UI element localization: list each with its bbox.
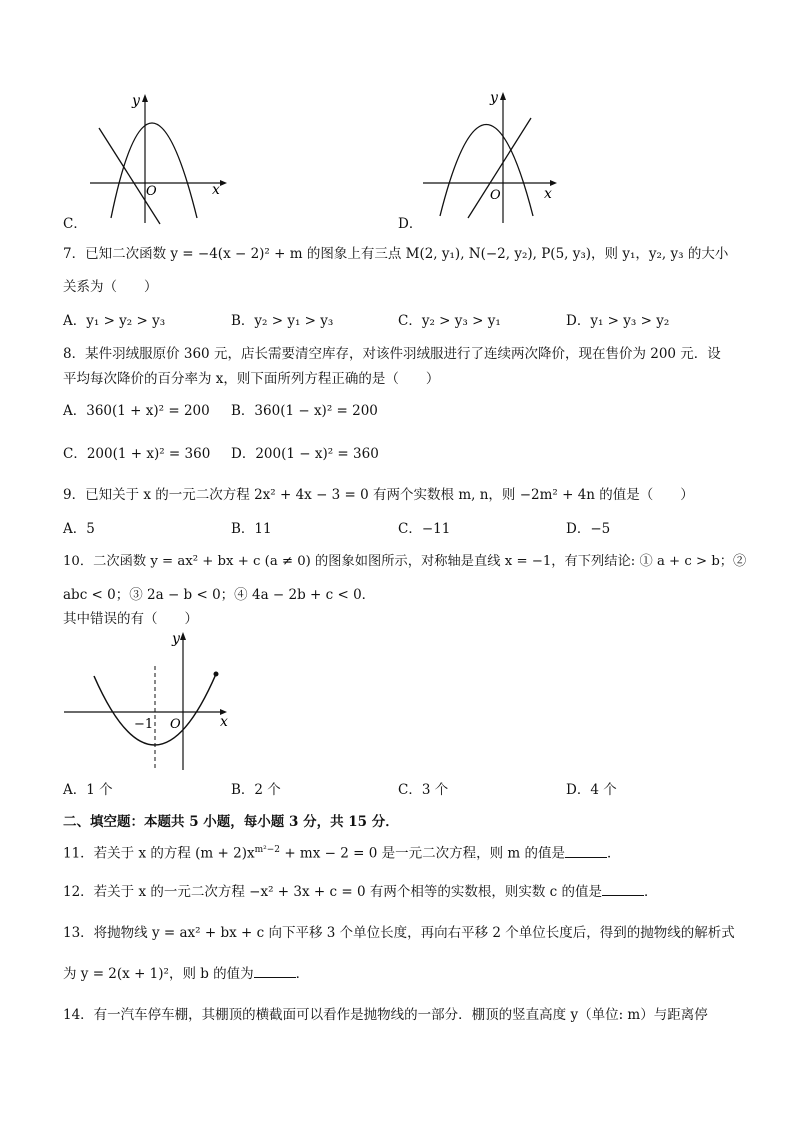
q11-stem xyxy=(63,841,620,863)
y-axis-arrow xyxy=(180,632,186,640)
q11-end: ． xyxy=(606,845,621,862)
point xyxy=(214,672,219,677)
q10-stem-line2: abc < 0；③ 2a − b < 0；④ 4a − 2b + c < 0． xyxy=(63,587,376,603)
q7-stem-line2: 关系为（ ） xyxy=(63,279,158,295)
q8-option-c: C．200(1 + x)² = 360 xyxy=(63,446,211,462)
q8-option-a: A．360(1 + x)² = 200 xyxy=(63,403,210,419)
q8-option-b: B．360(1 − x)² = 200 xyxy=(231,403,378,419)
q9-stem: 9．已知关于 x 的一元二次方程 2x² + 4x − 3 = 0 有两个实数根 m, n，则 −2m² + 4n 的值是（ ） xyxy=(63,487,694,503)
option-d-label: D． xyxy=(398,216,423,232)
q12-answer-blank[interactable] xyxy=(602,883,644,896)
q14-stem-line1: 14．有一汽车停车棚，其棚顶的横截面可以看作是抛物线的一部分．棚顶的竖直高度 y（单位: m）与距离停 xyxy=(63,1007,708,1023)
x-axis-arrow xyxy=(220,180,227,186)
x-label: x xyxy=(220,714,228,730)
q11-exponent: m²−2 xyxy=(254,845,281,855)
graph-d xyxy=(418,88,568,228)
q13-stem-line2 xyxy=(63,965,309,983)
q7-option-b: B．y₂ > y₁ > y₃ xyxy=(231,313,334,329)
y-label: y xyxy=(490,90,498,106)
section-heading: 二、填空题：本题共 5 小题，每小题 3 分，共 15 分． xyxy=(63,814,399,830)
q9-option-d: D．−5 xyxy=(566,521,611,537)
q12-end: ． xyxy=(643,884,658,900)
q7-option-a: A．y₁ > y₂ > y₃ xyxy=(63,313,166,329)
q9-option-c: C．−11 xyxy=(398,521,451,537)
q10-graph xyxy=(60,630,240,775)
q8-stem-line1: 8．某件羽绒服原价 360 元，店长需要清空库存，对该件羽绒服进行了连续两次降价，现在售价为 200 元．设 xyxy=(63,346,721,362)
y-axis-arrow xyxy=(142,94,148,102)
q12-stem xyxy=(63,883,657,901)
q10-stem-line1: 10．二次函数 y = ax² + bx + c (a ≠ 0) 的图象如图所示，对称轴是直线 x = −1，有下列结论: ① a + c > b；② xyxy=(63,554,747,569)
q10-option-b: B．2 个 xyxy=(231,782,281,798)
origin-label: O xyxy=(170,717,181,732)
q11-post: + mx − 2 = 0 是一元二次方程，则 m 的值是 xyxy=(280,845,565,862)
x-label: x xyxy=(212,182,220,198)
graph-c xyxy=(85,88,235,228)
q11-answer-blank[interactable] xyxy=(565,845,607,858)
q13-end: ． xyxy=(295,966,310,982)
q10-option-c: C．3 个 xyxy=(398,782,449,798)
option-c-label: C． xyxy=(63,216,87,232)
q9-option-a: A．5 xyxy=(63,521,95,537)
q10-stem-line3: 其中错误的有（ ） xyxy=(63,611,198,627)
y-axis-arrow xyxy=(500,92,506,100)
q12-pre: 12．若关于 x 的一元二次方程 −x² + 3x + c = 0 有两个相等的实数根，则实数 c 的值是 xyxy=(63,884,602,900)
y-label: y xyxy=(172,631,180,647)
parabola xyxy=(111,123,197,218)
q9-option-b: B．11 xyxy=(231,521,272,537)
q11-pre: 11．若关于 x 的方程 (m + 2)x xyxy=(63,845,255,862)
origin-label: O xyxy=(490,188,501,203)
q8-stem-line2: 平均每次降价的百分率为 x，则下面所列方程正确的是（ ） xyxy=(63,371,440,387)
line xyxy=(99,128,160,224)
line xyxy=(468,118,531,218)
q13-pre: 为 y = 2(x + 1)²，则 b 的值为 xyxy=(63,966,254,982)
q13-answer-blank[interactable] xyxy=(254,965,296,978)
y-label: y xyxy=(132,93,140,109)
q10-option-a: A．1 个 xyxy=(63,782,113,798)
q7-option-d: D．y₁ > y₃ > y₂ xyxy=(566,313,670,329)
q10-option-d: D．4 个 xyxy=(566,782,617,798)
x-label: x xyxy=(544,186,552,202)
q7-stem-line1: 7．已知二次函数 y = −4(x − 2)² + m 的图象上有三点 M(2, y₁), N(−2, y₂), P(5, y₃)，则 y₁，y₂, y₃ 的大小 xyxy=(63,246,729,262)
q7-option-c: C．y₂ > y₃ > y₁ xyxy=(398,313,501,329)
parabola xyxy=(440,125,533,217)
q13-stem-line1: 13．将抛物线 y = ax² + bx + c 向下平移 3 个单位长度，再向右平移 2 个单位长度后，得到的抛物线的解析式 xyxy=(63,925,735,941)
origin-label: O xyxy=(146,184,157,199)
neg-one-label: −1 xyxy=(134,717,154,732)
q8-option-d: D．200(1 − x)² = 360 xyxy=(231,446,379,462)
